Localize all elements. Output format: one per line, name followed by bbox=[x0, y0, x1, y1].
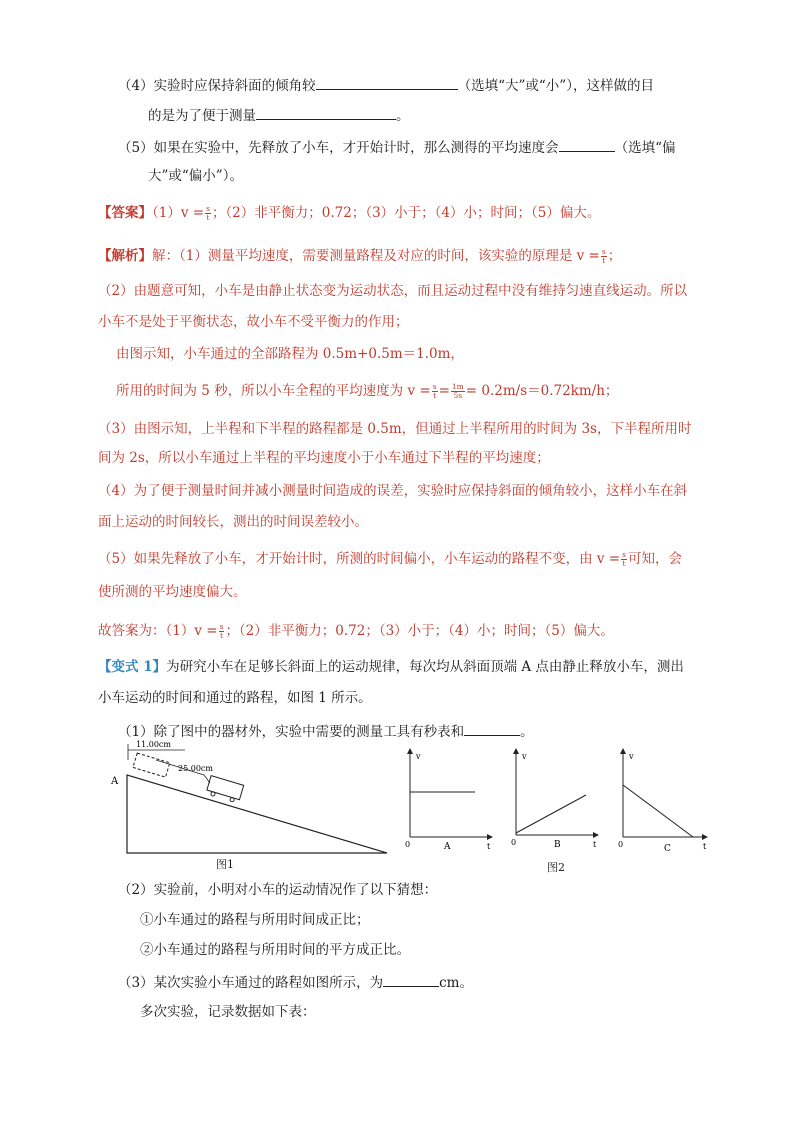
final-answer-line bbox=[98, 621, 614, 641]
analysis-l1b: ； bbox=[607, 248, 622, 264]
graph-a-origin: 0 bbox=[405, 840, 411, 849]
q5-line2 bbox=[148, 166, 243, 186]
q4-line2 bbox=[148, 104, 410, 126]
answer-fraction: $\frac{s}{t}$ bbox=[206, 204, 210, 222]
variant-q1-blank[interactable] bbox=[464, 720, 520, 736]
answer-part1: （1）v = bbox=[152, 205, 205, 221]
q4-line1 bbox=[118, 74, 654, 96]
graph-c-name: C bbox=[664, 844, 671, 854]
dim2-label: 25.00cm bbox=[178, 764, 213, 773]
analysis-l1a: 解：（1）测量平均速度，需要测量路程及对应的时间，该实验的原理是 v = bbox=[152, 248, 600, 264]
variant-q3-text: （3）某次实验小车通过的路程如图所示，为 bbox=[118, 975, 384, 991]
analysis-fraction-2: $\frac{s}{t}$ bbox=[432, 382, 437, 400]
analysis-fraction-1: $\frac{s}{t}$ bbox=[601, 247, 606, 265]
graph-c-x-label: t bbox=[703, 842, 707, 851]
variant-q3-unit: cm。 bbox=[439, 975, 473, 991]
analysis-line8: （4）为了便于测量时间并减小测量时间造成的误差，实验时应保持斜面的倾角较小，这样小车在斜 bbox=[98, 483, 688, 499]
answer-part2: ；（2）非平衡力；0.72；（3）小于；（4）小；时间；（5）偏大。 bbox=[211, 205, 601, 221]
graph-b-origin: 0 bbox=[511, 838, 517, 847]
variant-q3-blank[interactable] bbox=[383, 971, 439, 987]
graph-c-line bbox=[623, 785, 693, 837]
variant-q2: （2）实验前，小明对小车的运动情况作了以下猜想： bbox=[118, 882, 438, 898]
q5-text-a: （5）如果在实验中，先释放了小车，才开始计时，那么测得的平均速度会 bbox=[118, 140, 559, 156]
dim1-label: 11.00cm bbox=[136, 740, 171, 749]
incline bbox=[127, 775, 387, 853]
q5-text-b: （选填“偏 bbox=[614, 140, 676, 156]
analysis-line11: 使所测的平均速度偏大。 bbox=[98, 584, 247, 600]
variant-guess2: ②小车通过的路程与所用时间的平方成正比。 bbox=[140, 942, 410, 958]
q4-text-a: （4）实验时应保持斜面的倾角较 bbox=[118, 78, 316, 94]
graph-c bbox=[618, 751, 707, 854]
analysis-line4: 由图示知，小车通过的全部路程为 0.5m+0.5m＝1.0m， bbox=[116, 346, 464, 362]
variant-guess1: ①小车通过的路程与所用时间成正比； bbox=[140, 912, 370, 928]
q4-text-b: （选填“大”或“小”），这样做的目 bbox=[457, 78, 654, 94]
graph-b-name: B bbox=[554, 840, 561, 850]
final-answer-p2: ；（2）非平衡力；0.72；（3）小于；（4）小；时间；（5）偏大。 bbox=[225, 623, 614, 639]
variant-l1: 为研究小车在足够长斜面上的运动规律，每次均从斜面顶端 A 点由静止释放小车，测出 bbox=[166, 659, 684, 675]
final-answer-fraction: $\frac{s}{t}$ bbox=[219, 622, 224, 640]
graph-b bbox=[511, 751, 597, 850]
q5-blank[interactable] bbox=[559, 136, 615, 152]
figure1 bbox=[100, 738, 400, 874]
graph-b-y-label: v bbox=[522, 752, 527, 761]
point-a-label: A bbox=[111, 776, 119, 787]
car bbox=[206, 776, 244, 804]
analysis-fraction-3: $\frac{1m}{5s}$ bbox=[451, 382, 464, 400]
analysis-line7: 间为 2s，所以小车通过上半程的平均速度小于小车通过下半程的平均速度； bbox=[98, 450, 550, 466]
analysis-l5a: 所用的时间为 5 秒，所以小车全程的平均速度为 v = bbox=[116, 383, 431, 399]
analysis-tag: 【解析】 bbox=[98, 248, 152, 264]
graph-b-line bbox=[516, 795, 586, 833]
variant-q1-text: （1）除了图中的器材外，实验中需要的测量工具有秒表和 bbox=[118, 724, 465, 740]
analysis-line1 bbox=[98, 246, 621, 266]
analysis-line10 bbox=[98, 549, 682, 569]
q4-text-c: 的是为了便于测量 bbox=[148, 108, 256, 124]
variant-line2: 小车运动的时间和通过的路程，如图 1 所示。 bbox=[98, 690, 372, 706]
figure2 bbox=[400, 745, 720, 855]
figure1-caption: 图1 bbox=[216, 858, 234, 871]
q4-blank-2[interactable] bbox=[256, 104, 396, 120]
variant-q3-note: 多次实验，记录数据如下表： bbox=[140, 1004, 316, 1020]
q4-text-d: 。 bbox=[396, 108, 410, 124]
analysis-fraction-4: $\frac{s}{t}$ bbox=[622, 550, 626, 568]
graph-a-y-label: v bbox=[416, 752, 421, 761]
graph-c-origin: 0 bbox=[618, 840, 624, 849]
variant-q1-end: 。 bbox=[520, 724, 534, 740]
analysis-line3: 小车不是处于平衡状态，故小车不受平衡力的作用； bbox=[98, 314, 409, 330]
graph-a bbox=[405, 751, 491, 852]
answer-tag: 【答案】 bbox=[98, 205, 152, 221]
analysis-l10b: 可知，会 bbox=[627, 551, 682, 567]
q5-line1 bbox=[118, 136, 676, 158]
analysis-line2: （2）由题意可知，小车是由静止状态变为运动状态，而且运动过程中没有维持匀速直线运动。所以 bbox=[98, 283, 688, 299]
analysis-l5c: = 0.2m/s＝0.72km/h； bbox=[465, 383, 619, 399]
variant-q3 bbox=[118, 971, 473, 993]
analysis-l5b: = bbox=[438, 383, 450, 399]
analysis-line9: 面上运动的时间较长，测出的时间误差较小。 bbox=[98, 514, 368, 530]
figure2-caption: 图2 bbox=[547, 861, 565, 874]
graph-b-x-label: t bbox=[593, 840, 597, 849]
analysis-line5 bbox=[116, 381, 618, 401]
variant-tag: 【变式 1】 bbox=[98, 659, 167, 675]
q4-blank-1[interactable] bbox=[316, 74, 458, 90]
q5-text-c: 大”或“偏小”）。 bbox=[148, 168, 243, 184]
analysis-line6: （3）由图示知，上半程和下半程的路程都是 0.5m，但通过上半程所用的时间为 3s，下半程所用时 bbox=[98, 421, 692, 437]
dashed-car-outline bbox=[133, 753, 170, 777]
answer-line bbox=[98, 203, 600, 223]
graph-a-name: A bbox=[444, 842, 451, 852]
variant-line1 bbox=[98, 657, 684, 677]
graph-c-y-label: v bbox=[629, 752, 634, 761]
analysis-l10a: （5）如果先释放了小车，才开始计时，所测的时间偏小，小车运动的路程不变，由 v = bbox=[98, 551, 621, 567]
final-answer-p1: 故答案为：（1）v = bbox=[98, 623, 218, 639]
graph-a-x-label: t bbox=[487, 842, 491, 851]
